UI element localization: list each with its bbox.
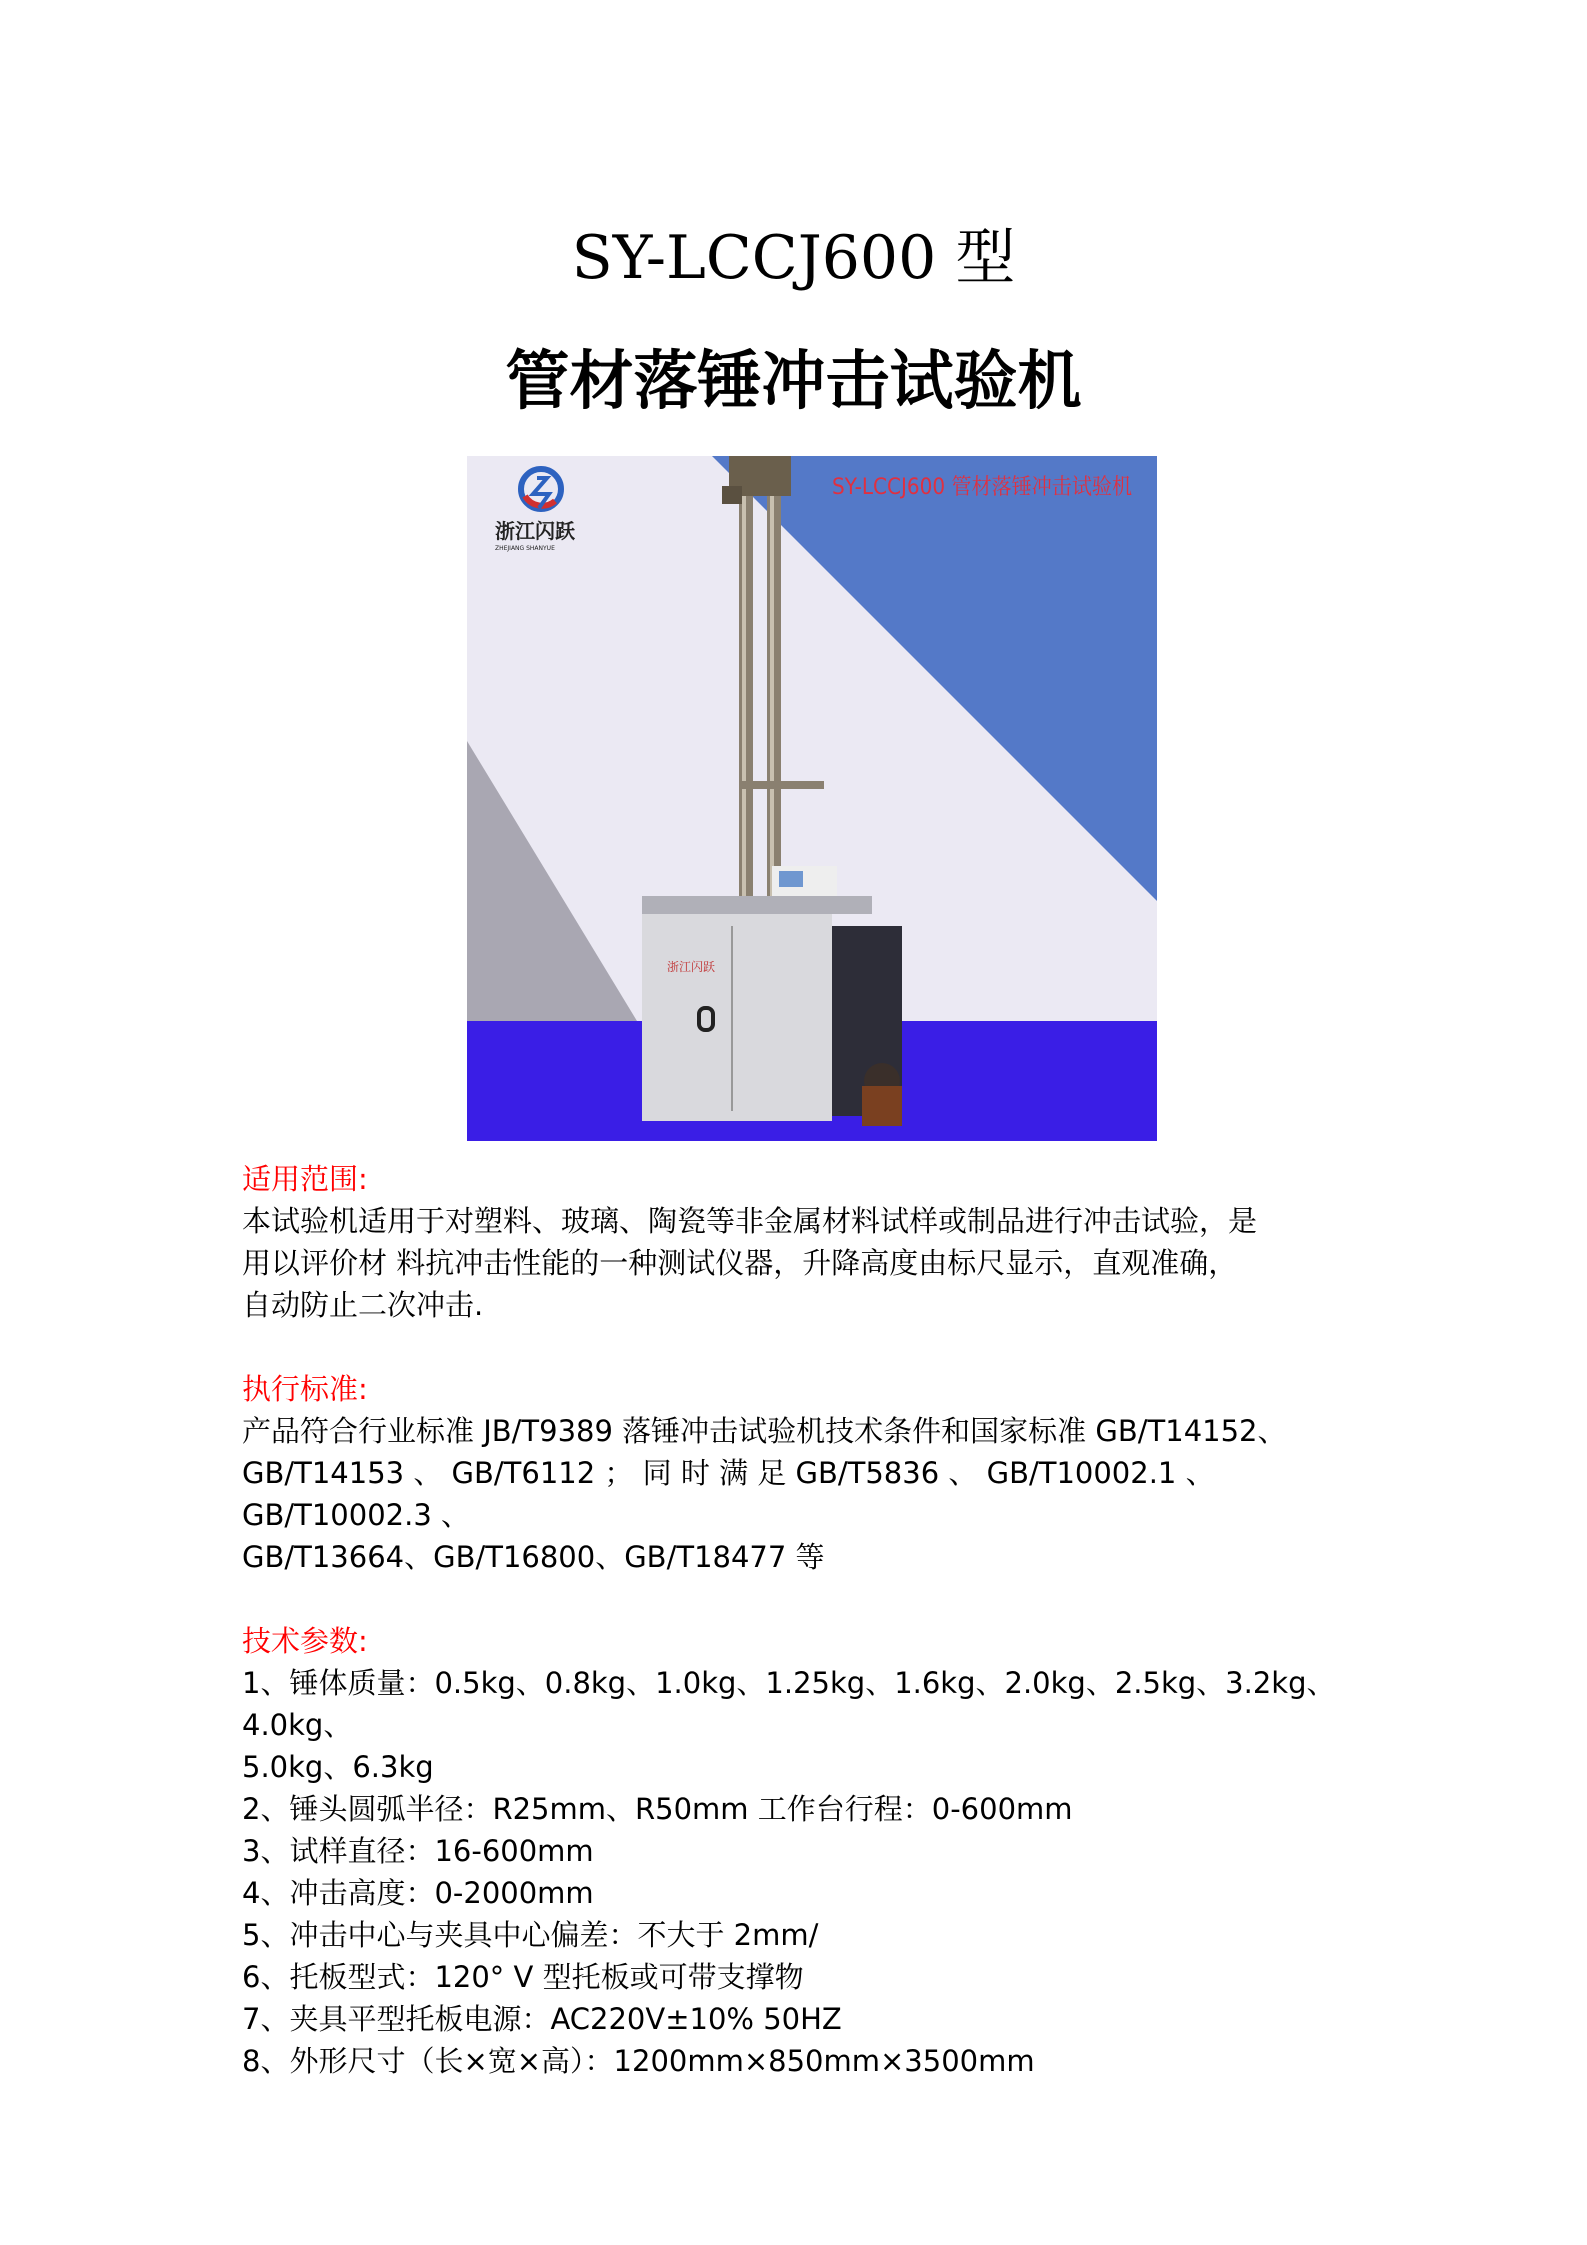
spec-content [242, 1158, 1362, 2082]
param-line: 5、冲击中心与夹具中心偏差：不大于 2mm/ [242, 1918, 819, 1952]
title-product: 管材落锤冲击试验机 [505, 344, 1082, 419]
scope-line: 自动防止二次冲击. [242, 1288, 484, 1322]
product-photo [467, 456, 1157, 1141]
standards-line: 产品符合行业标准 JB/T9389 落锤冲击试验机技术条件和国家标准 GB/T14152、 [242, 1414, 1287, 1448]
scope-line: 用以评价材 料抗冲击性能的一种测试仪器，升降高度由标尺显示，直观准确， [242, 1246, 1238, 1280]
param-line: 7、夹具平型托板电源：AC220V±10% 50HZ [242, 2002, 842, 2036]
title-model: SY-LCCJ600 型 [571, 223, 1016, 293]
brand-name-en: ZHEJIANG SHANYUE [495, 545, 555, 552]
param-line: 2、锤头圆弧半径：R25mm、R50mm 工作台行程：0-600mm [242, 1792, 1073, 1826]
scope-heading: 适用范围: [242, 1162, 368, 1196]
param-line: 3、试样直径：16-600mm [242, 1834, 594, 1868]
standards-heading: 执行标准: [242, 1372, 368, 1406]
banner-title: SY-LCCJ600 管材落锤冲击试验机 [832, 475, 1132, 500]
param-line: 6、托板型式：120° V 型托板或可带支撑物 [242, 1960, 804, 1994]
cabinet-logo: 浙江闪跃 [667, 960, 716, 974]
brand-name-cn: 浙江闪跃 [495, 519, 575, 543]
param-line: 4、冲击高度：0-2000mm [242, 1876, 594, 1910]
scope-line: 本试验机适用于对塑料、玻璃、陶瓷等非金属材料试样或制品进行冲击试验，是 [242, 1204, 1258, 1238]
standards-line: GB/T14153 、 GB/T6112 ； 同 时 满 足 GB/T5836 、 GB/T10002.1 、 GB/T10002.3 、 [242, 1456, 1215, 1532]
param-line: 8、外形尺寸（长×宽×高）：1200mm×850mm×3500mm [242, 2044, 1035, 2078]
param-line: 1、锤体质量：0.5kg、0.8kg、1.0kg、1.25kg、1.6kg、2.0kg、2.5kg、3.2kg、4.0kg、 [242, 1666, 1336, 1742]
standards-line: GB/T13664、GB/T16800、GB/T18477 等 [242, 1540, 825, 1574]
param-line: 5.0kg、6.3kg [242, 1750, 434, 1784]
params-heading: 技术参数: [242, 1624, 368, 1658]
